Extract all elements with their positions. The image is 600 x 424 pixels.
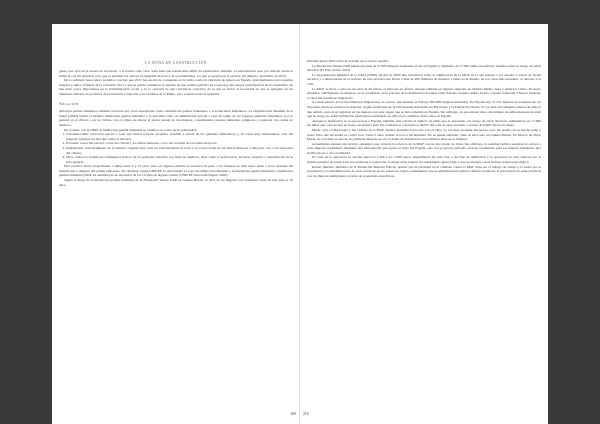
- paragraph: gente, que vive en la escena en el trabajo, a la forma como vive. Sabe bien que resulta más difícil de transformar, también. La intervención pasa por trabajar desde la infancia con las personas a las que se enseñen los valores de igualdad de trato y de oportunidades, los que se apoyan en la escuela. (El Mundo, diciembre de 2015): [59, 69, 293, 78]
- paragraph: Esta práctica afecta mayormente a niñas entre 0 y 15 años, pero en algunos últimos se practica en parte a las mujeres de más edad, antes o poco después del matrimonio o después del primer embarazo. No obstante, según UNICEF, la edad media a la que las niñas son sometidas a la mutilación genital femenina o mutilación genital femenina (MGF en adelante) es de alrededor de los 10 años en algunos países (UNICEF, Innocenti Digest, 2005).: [59, 164, 293, 178]
- paragraph: Ablación genital femenina, también conocida por otras expresiones como «mutilación genital femenina» o «circuncisión femenina». La Organización Mundial de la Salud (OMS) utiliza el término mutilación genital femenina y la describe como «la eliminación parcial o total de tejido de los órganos genitales femeninos, por lo general en el clítoris o en los labios, con el objeto de alterar el placer sexual de las mujeres, considerando razones culturales, religiosas o cualquier otra razón no médica».: [59, 109, 293, 127]
- page-number: 209: [290, 412, 296, 416]
- right-text-block: [307, 59, 541, 178]
- paragraph: Informe Anual 2016 sobre el racismo en el estado español: [307, 59, 389, 63]
- paragraph: Según el mapa de la mutilación genital femenina de la Fundación Wassu-UAB en Guinea Bissau, el 44% de las mujeres con residentes entre de este país es 10 años.: [59, 178, 293, 187]
- paragraph: La Fundación Wassu-UAB señala que más de 57.000 mujeres residentes viven en España y alrededor de 17.000 niñas en territorio español están en riesgo de sufrir ablación (El País, marzo 2015).: [307, 63, 541, 73]
- list-item: 4. Otros: todos los demás procedimientos lesivos de los genitales externos con fines no médicos, tales como la perforación, incisión, raspado o cauterización de la zona genital.: [66, 155, 293, 164]
- right-page: [300, 24, 548, 424]
- paragraph: De lo señalado hasta ahora podemos concluir que 2015 fue un año de conquistas en la lucha contra la violencia de género en España, principalmente para aquellas mujeres y niños víctimas de la violencia. Por lo que se puede considerar el espíritu de una política pública en la que hay una mayor participación de la ciudadanía. Se han dado pasos importantes en la sensibilización social y en la creación de una conciencia colectiva, de la que se deriva la necesidad de que se apliquen en los diferentes ámbitos las políticas de prevención y atención a las víctimas de la Mujer, para avanzar hacia la igualdad.: [59, 78, 293, 96]
- paragraph: De acuerdo con la OMS, la mutilación genital femenina se clasifica en cuatro tipos principales:: [64, 127, 198, 132]
- list-item: 1. Clitoridectomía: resección parcial o total del clítoris (órgano pequeño, sensible y eréctil de los genitales femeninos) y, en casos muy infrecuentes, solo del prepucio (pliegue de piel que rodea el clítoris).: [66, 132, 293, 141]
- list-item: 2. Excisión: resección parcial o total del clítoris y los labios menores, con o sin escisión de los labios mayores.: [66, 141, 293, 146]
- paragraph: La Organización Mundial de la Salud (OMS) aprobó en 2008 una resolución sobre la eliminación de la MGF en la que instaba a los estados a actuar de forma decisiva y a interponerse en el rechazo de esta práctica que afecta a más de 200 millones de mujeres y niñas en el mundo, en los casos más extremos, el derecho a la vida.: [307, 72, 541, 86]
- list-item: 3. Infibulación: estrechamiento de la abertura vaginal para crear un sello mediante el corte y la recolocación de los labios menores o mayores, con o sin resección del clítoris.: [66, 146, 293, 155]
- page-number: 210: [303, 412, 309, 416]
- left-text-block: [59, 69, 293, 187]
- paragraph: Actualmente existen una técnica quirúrgica que revierte los efectos de la MGF con un alto grado de éxito. Sin embargo, la realidad pública española no ofrece a estas mujeres tratamiento mediante una intervención que repare el daño. En España, sólo dos proyectos privados ofrecen tratamiento para las mujeres mutiladas: uno en Barcelona y otro en Madrid.: [307, 141, 541, 155]
- mgf-types-list: [59, 132, 293, 164]
- running-head: LA DONA EN CONSTRUCCIÓN: [145, 61, 207, 65]
- paragraph: A consecuencia de los movimientos migratorios, se conoce que habitan en Europa 500.000 mujeres mutiladas. En España hay 57.251 mujeres procedentes de los 29 países donde se practica la ablación, según un informe de la Universidad Autónoma de Barcelona y la Fundación Wassu. No se sabe exactamente cuántas de ellas la han sufrido, pero sí se registran en las mujeres con este origen que se han sometido en España. Sin embargo, sí que existen datos del número de niñas menores de edad que en riesgo de sufrir mutilación genital han acumulado un 46% en los últimos cuatro años en España.: [307, 100, 541, 119]
- paragraph: Rafael Jiménez, miembro de la Fundación Mujeres Felices, apuntó que la prioridad en el combate contra la MGF debe ser el trabajo de campo y la lucha por la prevención y la sensibilización de estas prácticas en los países de origen, entendiendo que la administración pública debería promover la prevención de estas prácticas con las mujeres inmigrantes a través de programas específicos.: [307, 164, 541, 178]
- paragraph: Marie, vive en Barcelona y fue víctima de la MGF. Relata: aprendió sobre ello a los 8 años, yo era muy pequeña. Recuerdo, pero me sentía con el mucho daño y dolor. Dice que mi madre se volvió loca. Tenía 3 años cuando le tocó a mi hermana. No se puede entender cómo se hace esto en Guinea Bissau. En febrero de 2014, María, se convirtió en una de las primeras mujeres en ver el delito de mutilación en los últimos años en el tribunal.: [307, 127, 541, 142]
- left-page: [52, 24, 300, 424]
- paragraph: El coste de la operación se calcula entre los 1.500 y los 2.000 euros, dependiendo de cada caso y del tipo de mutilación y la operación no está cubierta por el sistema público de salud. Una vez realizada la operación, la mujer debe realizar un seguimiento ginecológico que en algunos casos incluye terapia psicológica.: [307, 155, 541, 165]
- paragraph: Aunque la legislación es la que proteja a España, también, han crecido el número de niñas que se presentan con riesgo de sufrir ablación, estimándose en 17.000 las niñas que a día de hoy en riesgo en nuestro país. En Cataluña se concentra el 36,6% del total de estas jóvenes, con más de 6.000 chicas en riesgo.: [307, 118, 541, 128]
- section-heading: Ablación: [59, 101, 79, 106]
- paragraph: La MGF se lleva a cabo en un total de 29 países, la mayoría en África, aunque también en algunas regiones de Oriente Medio, Asia y América Latina. Es decir, alrededor 140 millones de mujeres, en la actualidad, en la práctica de la mutilación en países como Estados Unidos, Reino Unido, Canadá, Australia o Nueva Zelanda, a causa del fenómeno migratorio.: [307, 86, 541, 100]
